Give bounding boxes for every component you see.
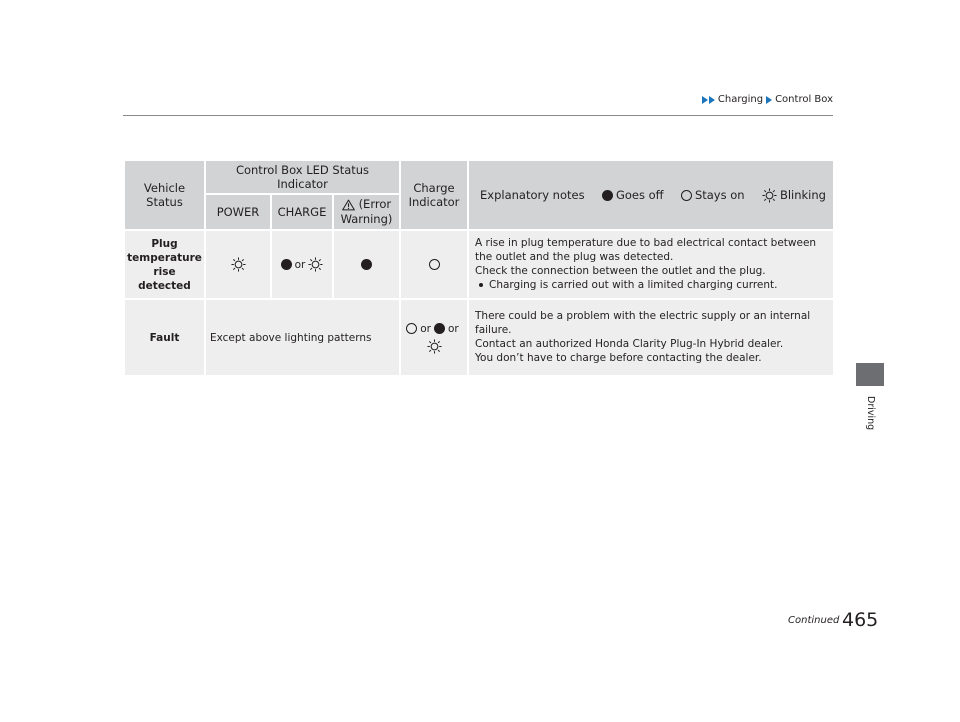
indicator-cell: [400, 299, 468, 376]
note-text: There could be a problem with the electric supply or an internal failure.: [475, 310, 811, 336]
explanatory-note: [468, 230, 834, 299]
blinking-icon: [427, 339, 442, 354]
legend: [472, 188, 830, 203]
note-text: You don’t have to charge before contacting the dealer.: [475, 352, 762, 364]
note-text: Contact an authorized Honda Clarity Plug-In Hybrid dealer.: [475, 338, 784, 350]
note-text: A rise in plug temperature due to bad electrical contact between the outlet and the plug was detected.: [475, 237, 817, 263]
note-text: Check the connection between the outlet and the plug.: [475, 265, 766, 277]
legend-goes-off-label: Goes off: [615, 188, 664, 202]
header-power: POWER: [205, 194, 271, 230]
warning-triangle-icon: [342, 199, 355, 211]
header-error-warning: [333, 194, 400, 230]
header-led-status-indicator: Control Box LED Status Indicator: [205, 160, 400, 194]
or-text: or: [294, 258, 306, 271]
stays-on-icon: [681, 190, 692, 201]
bullet-icon: [479, 283, 483, 287]
control-box-status-table: [123, 159, 835, 377]
page-number: 465: [842, 609, 879, 631]
breadcrumb-item-control-box[interactable]: Control Box: [775, 94, 833, 105]
goes-off-icon: [281, 259, 292, 270]
row-status-fault: Fault: [124, 299, 205, 376]
indicator-cell: [400, 230, 468, 299]
breadcrumb-arrow-icon: [702, 96, 708, 104]
goes-off-icon: [361, 259, 372, 270]
power-cell: [205, 230, 271, 299]
chapter-label: Driving: [865, 396, 876, 431]
error-warning-label: (Error Warning): [340, 197, 393, 226]
continued-label: Continued: [788, 615, 840, 626]
goes-off-icon: [434, 323, 445, 334]
legend-blinking: [762, 188, 826, 203]
table-row: [124, 230, 834, 299]
explanatory-note: [468, 299, 834, 376]
legend-stays-on-label: Stays on: [694, 188, 745, 202]
stays-on-icon: [406, 323, 417, 334]
table-row: [124, 299, 834, 376]
chapter-tab: [856, 363, 884, 386]
blinking-icon: [231, 257, 246, 272]
breadcrumb-arrow-icon: [709, 96, 715, 104]
header-charge-indicator: Charge Indicator: [400, 160, 468, 230]
led-pattern-text: Except above lighting patterns: [210, 331, 372, 344]
explanatory-notes-label: Explanatory notes: [480, 188, 585, 202]
blinking-icon: [762, 188, 777, 203]
header-rule: [123, 115, 833, 116]
legend-blinking-label: Blinking: [779, 188, 826, 202]
header-vehicle-status: Vehicle Status: [124, 160, 205, 230]
led-pattern-cell: [205, 299, 400, 376]
note-bullet-text: Charging is carried out with a limited charging current.: [489, 279, 778, 291]
note-bullet: [475, 278, 829, 292]
legend-stays-on: [681, 188, 745, 202]
legend-goes-off: [602, 188, 664, 202]
header-explanatory-notes: [468, 160, 834, 230]
or-text: or: [420, 322, 431, 335]
header-charge: CHARGE: [271, 194, 333, 230]
blinking-icon: [308, 257, 323, 272]
breadcrumb-arrow-icon: [766, 96, 772, 104]
stays-on-icon: [429, 259, 440, 270]
or-text: or: [448, 322, 459, 335]
error-cell: [333, 230, 400, 299]
breadcrumb: [702, 94, 833, 105]
charge-cell: [271, 230, 333, 299]
goes-off-icon: [602, 190, 613, 201]
row-status-plug-temperature: Plug temperature rise detected: [124, 230, 205, 299]
breadcrumb-item-charging[interactable]: Charging: [717, 94, 764, 105]
